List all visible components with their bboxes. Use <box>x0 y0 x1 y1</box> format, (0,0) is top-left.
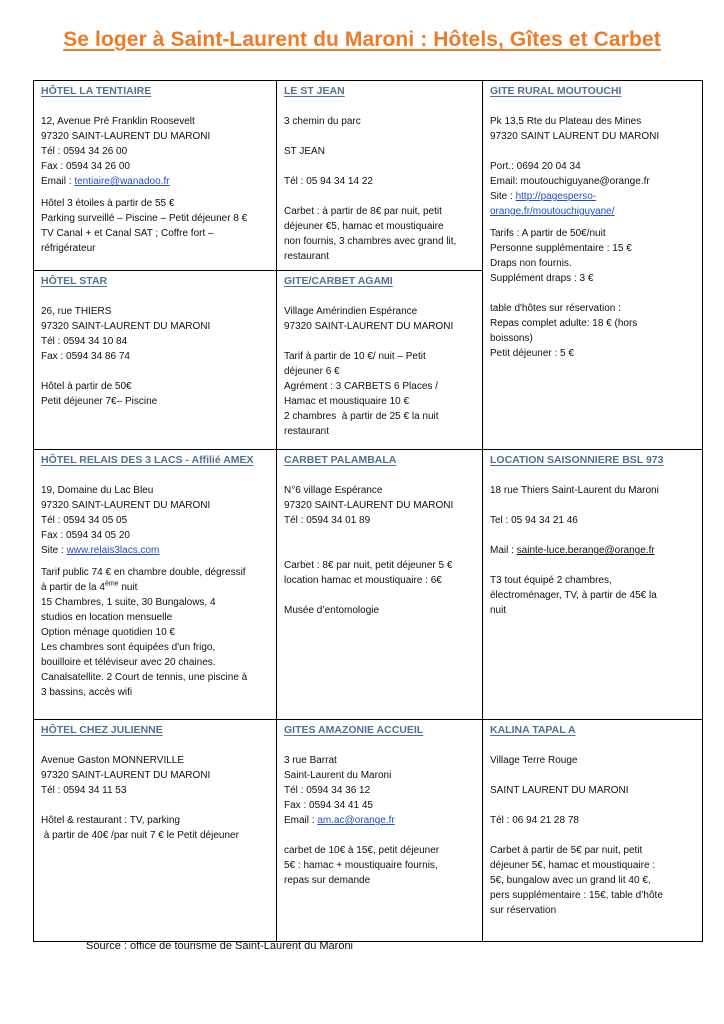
description-line: restaurant <box>284 426 330 437</box>
description-line: Tarif public 74 € en chambre double, dégressif <box>41 567 246 578</box>
email-line <box>284 813 476 828</box>
address-line: 26, rue THIERS <box>41 306 112 317</box>
site-line <box>490 189 696 204</box>
description-line: Agrément : 3 CARBETS 6 Places / <box>284 381 438 392</box>
description-line: T3 tout équipé 2 chambres, <box>490 575 612 586</box>
address-line: 97320 SAINT-LAURENT DU MARONI <box>41 321 211 332</box>
description-line: TV Canal + et Canal SAT ; Coffre fort – <box>41 228 214 239</box>
mail-address[interactable]: sainte-luce.berange@orange.fr <box>516 545 655 556</box>
name-line: ST JEAN <box>284 146 325 157</box>
cell-carbet-palambala <box>277 450 482 719</box>
description-line: sur réservation <box>490 905 557 916</box>
description-text: nuit <box>118 582 138 593</box>
cell-kalina-tapal-a <box>483 720 702 941</box>
description-line: à partir de 40€ /par nuit 7 € le Petit déjeuner <box>41 830 239 841</box>
superscript: ème <box>104 580 119 588</box>
phone-number: Tél : 0594 34 10 84 <box>41 336 128 347</box>
phone-number: Tél : 05 94 34 14 22 <box>284 176 373 187</box>
address-line: N°6 village Espérance <box>284 485 383 496</box>
description-line: électroménager, TV, à partir de 45€ la <box>490 590 657 601</box>
table-dhote-line: table d'hôtes sur réservation : <box>490 303 621 314</box>
address-line: 97320 SAINT-LAURENT DU MARONI <box>284 500 454 511</box>
address-line: Pk 13,5 Rte du Plateau des Mines <box>490 116 642 127</box>
cell-hotel-la-tentiaire <box>34 81 276 270</box>
address-line: 97320 SAINT-LAURENT DU MARONI <box>41 770 211 781</box>
fax-number: Fax : 0594 34 05 20 <box>41 530 130 541</box>
email-label: Email : <box>284 815 318 826</box>
accommodation-table <box>33 80 703 942</box>
address-line: 19, Domaine du Lac Bleu <box>41 485 154 496</box>
site-line <box>41 543 270 558</box>
cell-title: HÔTEL RELAIS DES 3 LACS - Affilié AMEX <box>41 454 254 466</box>
cell-title: HÔTEL STAR <box>41 275 108 287</box>
cell-hotel-relais-des-3-lacs <box>34 450 276 719</box>
tariff-line: Personne supplémentaire : 15 € <box>490 243 632 254</box>
fax-number: Fax : 0594 34 41 45 <box>284 800 373 811</box>
cell-gite-rural-moutouchi <box>483 81 702 449</box>
description-line: 2 chambres à partir de 25 € la nuit <box>284 411 439 422</box>
website-link[interactable]: http://pagesperso- <box>515 191 597 202</box>
description-line: carbet de 10€ à 15€, petit déjeuner <box>284 845 440 856</box>
description-line: studios en location mensuelle <box>41 612 173 623</box>
page-title: Se loger à Saint-Laurent du Maroni : Hôtels, Gîtes et Carbet <box>63 28 661 51</box>
mobile-number: Port.: 0694 20 04 34 <box>490 161 581 172</box>
phone-number: Tél : 0594 34 36 12 <box>284 785 371 796</box>
cell-title: HÔTEL CHEZ JULIENNE <box>41 724 163 736</box>
table-dhote-line: Repas complet adulte: 18 € (hors <box>490 318 638 329</box>
description-line: Musée d’entomologie <box>284 605 380 616</box>
address-line: Saint-Laurent du Maroni <box>284 770 392 781</box>
phone-number: Tél : 06 94 21 28 78 <box>490 815 579 826</box>
site-label: Site : <box>41 545 67 556</box>
address-line: 97320 SAINT LAURENT DU MARONI <box>490 131 660 142</box>
cell-title: GITE RURAL MOUTOUCHI <box>490 85 622 97</box>
cell-title: GITE/CARBET AGAMI <box>284 275 393 287</box>
address-line: 97320 SAINT-LAURENT DU MARONI <box>41 500 211 511</box>
description-line: déjeuner 6 € <box>284 366 340 377</box>
description-line: réfrigérateur <box>41 243 96 254</box>
phone-number: Tel : 05 94 34 21 46 <box>490 515 578 526</box>
description-line: bouilloire et téléviseur avec 20 chaines. <box>41 657 216 668</box>
description-line: Les chambres sont équipées d'un frigo, <box>41 642 216 653</box>
description-line: Hôtel à partir de 50€ <box>41 381 132 392</box>
address-line: 3 chemin du parc <box>284 116 361 127</box>
cell-title: HÔTEL LA TENTIAIRE <box>41 85 152 97</box>
tariff-line: Tarifs : A partir de 50€/nuit <box>490 228 606 239</box>
email-line <box>41 174 270 189</box>
tariff-line: Draps non fournis. <box>490 258 572 269</box>
cell-title: KALINA TAPAL A <box>490 724 576 736</box>
description-line: Hôtel & restaurant : TV, parking <box>41 815 180 826</box>
address-line: Village Terre Rouge <box>490 755 578 766</box>
description-line: 5€, bungalow avec un grand lit 40 €, <box>490 875 651 886</box>
description-line: Option ménage quotidien 10 € <box>41 627 175 638</box>
description-line: Carbet à partir de 5€ par nuit, petit <box>490 845 643 856</box>
address-line: 3 rue Barrat <box>284 755 337 766</box>
address-line: SAINT LAURENT DU MARONI <box>490 785 629 796</box>
source-note: Source : office de tourisme de Saint-Laurent du Maroni <box>86 940 354 952</box>
description-line: Hôtel 3 étoiles à partir de 55 € <box>41 198 175 209</box>
description-line: repas sur demande <box>284 875 371 886</box>
site-label: Site : <box>490 191 516 202</box>
address-line: Village Amérindien Espérance <box>284 306 418 317</box>
description-line: Carbet : 8€ par nuit, petit déjeuner 5 € <box>284 560 453 571</box>
email-line: Email: moutouchiguyane@orange.fr <box>490 176 650 187</box>
address-line: 18 rue Thiers Saint-Laurent du Maroni <box>490 485 659 496</box>
description-line: Parking surveillé – Piscine – Petit déjeuner 8 € <box>41 213 248 224</box>
description-line: 3 bassins, accès wifi <box>41 687 133 698</box>
phone-number: Tél : 0594 34 05 05 <box>41 515 128 526</box>
mail-label: Mail : <box>490 545 517 556</box>
description-line: nuit <box>490 605 507 616</box>
description-line: Canalsatellite. 2 Court de tennis, une piscine à <box>41 672 248 683</box>
cell-hotel-star <box>34 271 276 449</box>
site-line <box>490 204 696 219</box>
fax-number: Fax : 0594 34 26 00 <box>41 161 130 172</box>
cell-location-saisonniere-bsl-973 <box>483 450 702 719</box>
website-link[interactable]: orange.fr/moutouchiguyane/ <box>490 206 615 217</box>
phone-number: Tél : 0594 34 26 00 <box>41 146 128 157</box>
description-line: Carbet : à partir de 8€ par nuit, petit <box>284 206 442 217</box>
cell-hotel-chez-julienne <box>34 720 276 941</box>
email-link[interactable]: tentiaire@wanadoo.fr <box>74 176 170 187</box>
phone-number: Tél : 0594 34 01 89 <box>284 515 371 526</box>
table-dhote-line: Petit déjeuner : 5 € <box>490 348 574 359</box>
cell-title: CARBET PALAMBALA <box>284 454 397 466</box>
address-line: 97320 SAINT-LAURENT DU MARONI <box>41 131 211 142</box>
address-line: 97320 SAINT-LAURENT DU MARONI <box>284 321 454 332</box>
cell-gite-carbet-agami <box>277 271 482 449</box>
description-line: location hamac et moustiquaire : 6€ <box>284 575 442 586</box>
description-text: à partir de la 4 <box>41 582 105 593</box>
phone-number: Tél : 0594 34 11 53 <box>41 785 127 796</box>
address-line: 12, Avenue Pré Franklin Roosevelt <box>41 116 195 127</box>
description-line: restaurant <box>284 251 330 262</box>
description-line: non fournis, 3 chambres avec grand lit, <box>284 236 457 247</box>
email-label: Email : <box>41 176 75 187</box>
cell-le-st-jean <box>277 81 482 270</box>
description-line: Hamac et moustiquaire 10 € <box>284 396 410 407</box>
email-link[interactable]: am.ac@orange.fr <box>317 815 395 826</box>
cell-title: LOCATION SAISONNIERE BSL 973 <box>490 454 664 466</box>
tariff-line: Supplément draps : 3 € <box>490 273 594 284</box>
fax-number: Fax : 0594 34 86 74 <box>41 351 130 362</box>
cell-title: LE ST JEAN <box>284 85 345 97</box>
cell-gites-amazonie-accueil <box>277 720 482 941</box>
description-line: Petit déjeuner 7€– Piscine <box>41 396 158 407</box>
address-line: Avenue Gaston MONNERVILLE <box>41 755 185 766</box>
mail-line <box>490 543 696 558</box>
description-line: pers supplémentaire : 15€, table d’hôte <box>490 890 663 901</box>
cell-title: GITES AMAZONIE ACCUEIL <box>284 724 424 736</box>
description-line: déjeuner €5, hamac et moustiquaire <box>284 221 444 232</box>
description-line: Tarif à partir de 10 €/ nuit – Petit <box>284 351 426 362</box>
description-line <box>41 580 270 595</box>
description-line: 5€ : hamac + moustiquaire fournis, <box>284 860 438 871</box>
website-link[interactable]: www.relais3lacs.com <box>66 545 160 556</box>
table-dhote-line: boissons) <box>490 333 533 344</box>
description-line: 15 Chambres, 1 suite, 30 Bungalows, 4 <box>41 597 216 608</box>
description-line: déjeuner 5€, hamac et moustiquaire : <box>490 860 656 871</box>
